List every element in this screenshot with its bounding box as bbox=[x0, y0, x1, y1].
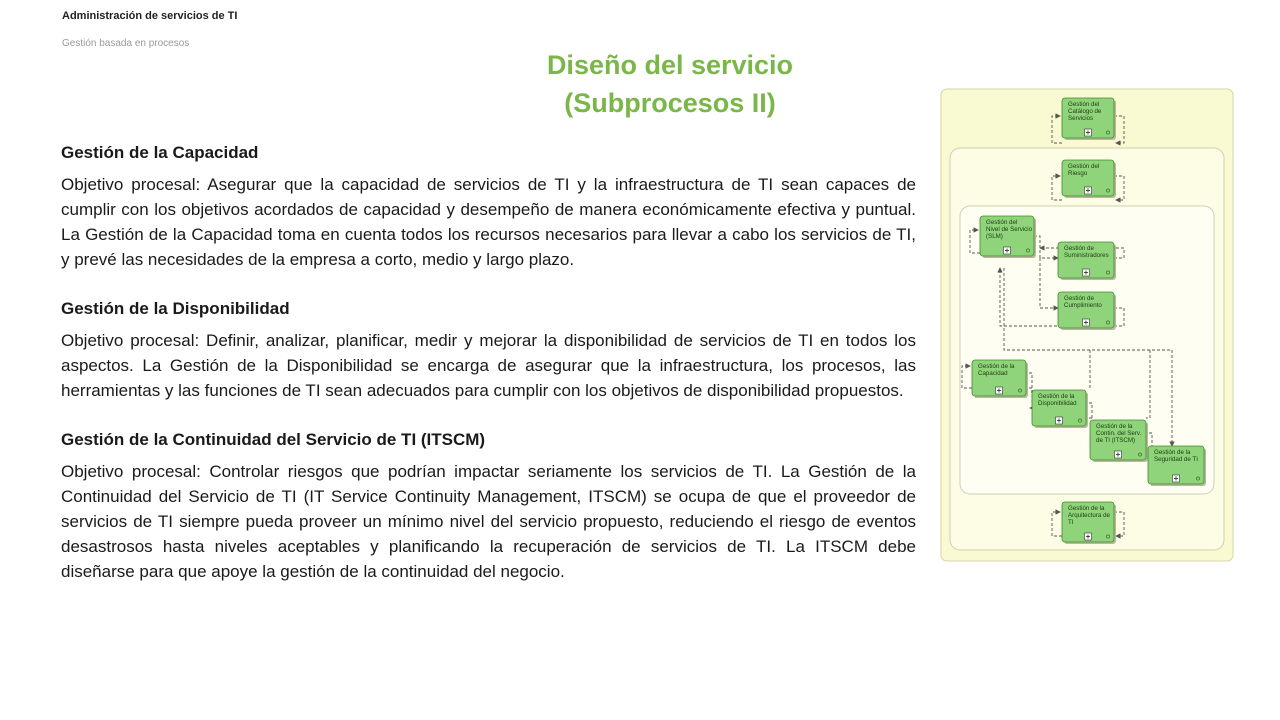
process-box-label: Seguridad de TI bbox=[1154, 456, 1198, 463]
course-subtitle: Gestión basada en procesos bbox=[62, 38, 190, 49]
process-box-label: TI bbox=[1068, 519, 1074, 526]
process-box-label: Gestión del bbox=[1068, 163, 1100, 170]
process-box-label: Gestión de la bbox=[1068, 505, 1105, 512]
process-diagram bbox=[940, 88, 1236, 569]
section-body: Objetivo procesal: Controlar riesgos que podrían impactar seriamente los servicios de TI. La Gestión de la Continuidad del Servicio de TI (IT Service Continuity Management, ITSCM) se ocupa de que el proveedor de servicios de TI siempre pueda proveer un mínimo nivel del servicio propuesto, reduciendo el riesgo de eventos desastrosos hasta niveles aceptables y planificando la recuperación de servicios de TI. La ITSCM debe diseñarse para que apoye la gestión de la continuidad del negocio. bbox=[61, 462, 916, 581]
process-box-label: Suministradores bbox=[1064, 252, 1109, 259]
process-box-capacidad bbox=[972, 360, 1028, 398]
process-box-disponibilidad bbox=[1032, 390, 1088, 428]
process-box-catalogo bbox=[1062, 98, 1116, 140]
process-box-cumplimiento bbox=[1058, 292, 1116, 330]
process-box-label: Gestión de la bbox=[1038, 393, 1075, 400]
process-box-label: Servicios bbox=[1068, 115, 1094, 122]
section-capacidad bbox=[61, 140, 916, 272]
process-box-label: Gestión de la bbox=[1154, 449, 1191, 456]
process-box-label: Gestión de la bbox=[1096, 423, 1133, 430]
process-box-label: Catálogo de bbox=[1068, 108, 1102, 115]
process-box-label: Arquitectura de bbox=[1068, 512, 1110, 519]
process-box-label: Gestión de bbox=[1064, 295, 1094, 302]
process-box-label: de TI (ITSCM) bbox=[1096, 437, 1136, 444]
process-box-seguridad bbox=[1148, 446, 1206, 486]
section-heading: Gestión de la Continuidad del Servicio de TI (ITSCM) bbox=[61, 430, 486, 449]
section-continuidad bbox=[61, 427, 916, 584]
process-box-label: (SLM) bbox=[986, 233, 1003, 240]
section-heading: Gestión de la Capacidad bbox=[61, 143, 259, 162]
process-box-label: Capacidad bbox=[978, 370, 1008, 377]
process-box-label: Cumplimiento bbox=[1064, 302, 1102, 309]
process-box-label: Riesgo bbox=[1068, 170, 1088, 177]
section-heading: Gestión de la Disponibilidad bbox=[61, 299, 290, 318]
process-box-label: Nivel de Servicio bbox=[986, 226, 1033, 233]
process-box-label: Contin. del Serv. bbox=[1096, 430, 1142, 437]
slide-title-line-2: (Subprocesos II) bbox=[564, 88, 776, 118]
section-disponibilidad bbox=[61, 296, 916, 403]
process-box-label: Gestión de bbox=[1064, 245, 1094, 252]
process-box-arquitectura bbox=[1062, 502, 1116, 544]
course-title: Administración de servicios de TI bbox=[62, 10, 238, 22]
section-body: Objetivo procesal: Asegurar que la capacidad de servicios de TI y la infraestructura de TI sean capaces de cumplir con los objetivos acordados de capacidad y desempeño de manera económicamente efectiva y puntual. La Gestión de la Capacidad toma en cuenta todos los recursos necesarios para llevar a cabo los servicios de TI, y prevé las necesidades de la empresa a corto, medio y largo plazo. bbox=[61, 175, 916, 269]
process-box-label: Disponibilidad bbox=[1038, 400, 1077, 407]
process-box-label: Gestión del bbox=[986, 219, 1018, 226]
process-box-suministradores bbox=[1058, 242, 1116, 280]
process-box-nivel bbox=[980, 216, 1036, 258]
section-body: Objetivo procesal: Definir, analizar, planificar, medir y mejorar la disponibilidad de servicios de TI en todos los aspectos. La Gestión de la Disponibilidad se encarga de asegurar que la infraestructura, los procesos, las herramientas y las funciones de TI sean adecuados para cumplir con los objetivos de disponibilidad propuestos. bbox=[61, 331, 916, 400]
slide-content bbox=[61, 140, 916, 608]
process-box-label: Gestión de la bbox=[978, 363, 1015, 370]
process-box-continuidad bbox=[1090, 420, 1148, 462]
process-box-label: Gestión del bbox=[1068, 101, 1100, 108]
process-diagram-svg bbox=[940, 88, 1236, 564]
slide-title-line-1: Diseño del servicio bbox=[546, 50, 794, 80]
slide-title bbox=[420, 46, 920, 122]
process-box-riesgo bbox=[1062, 160, 1116, 198]
